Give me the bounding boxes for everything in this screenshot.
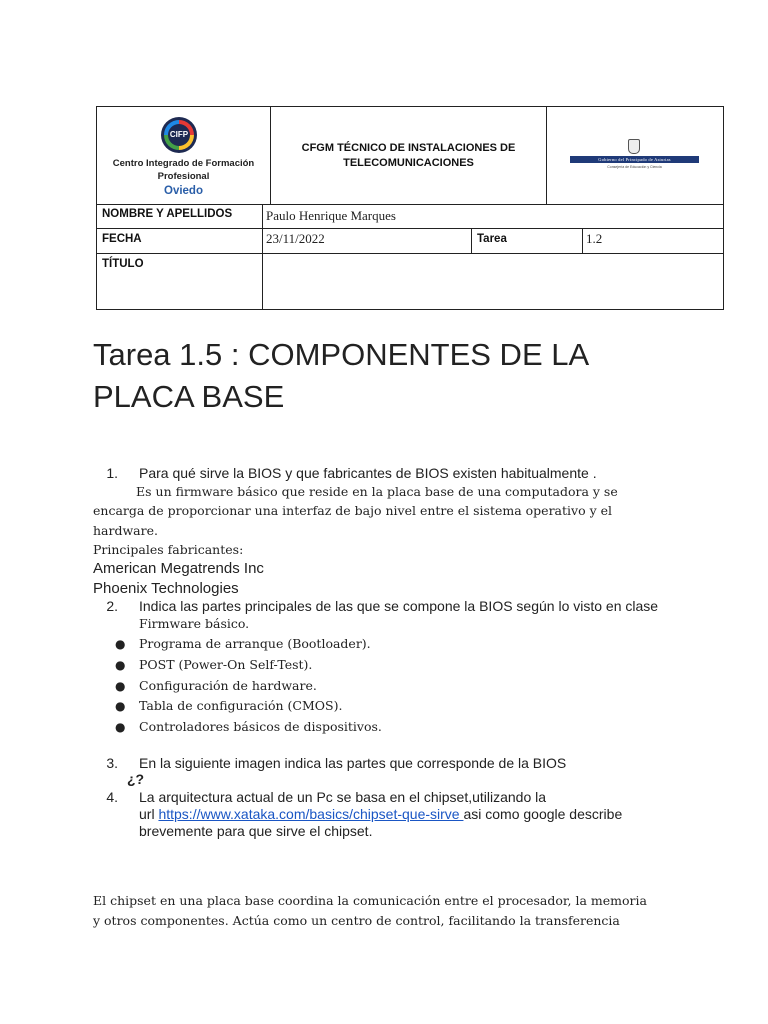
q1-maker-1: American Megatrends Inc [93,560,264,577]
bullet-icon: ● [115,679,126,693]
name-label: NOMBRE Y APELLIDOS [102,208,233,220]
answer-paragraph-line2: y otros componentes. Actúa como un centro de control, facilitando la transferencia [93,913,620,928]
q2-number: 2. [106,598,118,614]
logo-text: CIFP [168,124,190,146]
bullet-icon: ● [115,699,126,713]
q2-bullet-1: Programa de arranque (Bootloader). [139,636,371,651]
bullet-icon: ● [115,720,126,734]
q1-makers-label: Principales fabricantes: [93,542,244,557]
name-value: Paulo Henrique Marques [266,208,396,223]
gov-name: Gobierno del Principado de Asturias [570,156,699,163]
document-title-line1: Tarea 1.5 : COMPONENTES DE LA [93,337,590,372]
course-name: CFGM TÉCNICO DE INSTALACIONES DE TELECOMUNICACIONES [301,142,516,169]
center-city: Oviedo [164,185,203,197]
q2-bullet-5: Controladores básicos de dispositivos. [139,719,382,734]
q2-bullet-4: Tabla de configuración (CMOS). [139,698,343,713]
q1-answer-line3: hardware. [93,523,158,538]
q3-number: 3. [106,755,118,771]
q2-question: Indica las partes principales de las que se compone la BIOS según lo visto en clase [139,598,659,614]
crest-icon [628,139,640,154]
document-title [93,334,693,418]
q2-bullet-3: Configuración de hardware. [139,678,317,693]
q3-answer: ¿? [127,771,145,787]
q1-number: 1. [106,465,118,481]
q1-answer-line1: Es un firmware básico que reside en la placa base de una computadora y se [136,484,618,499]
gov-dept: Consejería de Educación y Ciencia [607,165,662,169]
center-name: Centro Integrado de Formación Profesional [112,158,255,182]
date-value: 23/11/2022 [266,231,325,246]
bullet-icon: ● [115,637,126,651]
government-logo-block [547,107,723,204]
task-label: Tarea [477,233,507,245]
q3-question: En la siguiente imagen indica las partes que corresponde de la BIOS [139,755,567,771]
document-title-line2: PLACA BASE [93,379,285,414]
title-label: TÍTULO [102,258,144,270]
school-logo-block [97,107,270,204]
q1-question: Para qué sirve la BIOS y que fabricantes de BIOS existen habitualmente . [139,465,597,481]
xataka-link[interactable]: https://www.xataka.com/basics/chipset-que-sirve [158,806,464,822]
q4-question-line2 [139,806,622,822]
q4-question-line1: La arquitectura actual de un Pc se basa en el chipset,utilizando la [139,789,547,805]
bullet-icon: ● [115,658,126,672]
q4-after-link: asi como google describe [463,806,623,822]
cifp-logo-icon [161,117,197,153]
q4-question-line3: brevemente para que sirve el chipset. [139,823,373,839]
q4-url-prefix: url [139,806,159,822]
header-table [96,106,724,310]
task-value: 1.2 [586,231,603,246]
q2-answer: Firmware básico. [139,616,250,631]
date-label: FECHA [102,233,142,245]
answer-paragraph-line1: El chipset en una placa base coordina la comunicación entre el procesador, la memoria [93,893,647,908]
q1-maker-2: Phoenix Technologies [93,580,239,597]
q2-bullet-2: POST (Power-On Self-Test). [139,657,313,672]
q1-answer-line2: encarga de proporcionar una interfaz de bajo nivel entre el sistema operativo y el [93,503,613,518]
q4-number: 4. [106,789,118,805]
